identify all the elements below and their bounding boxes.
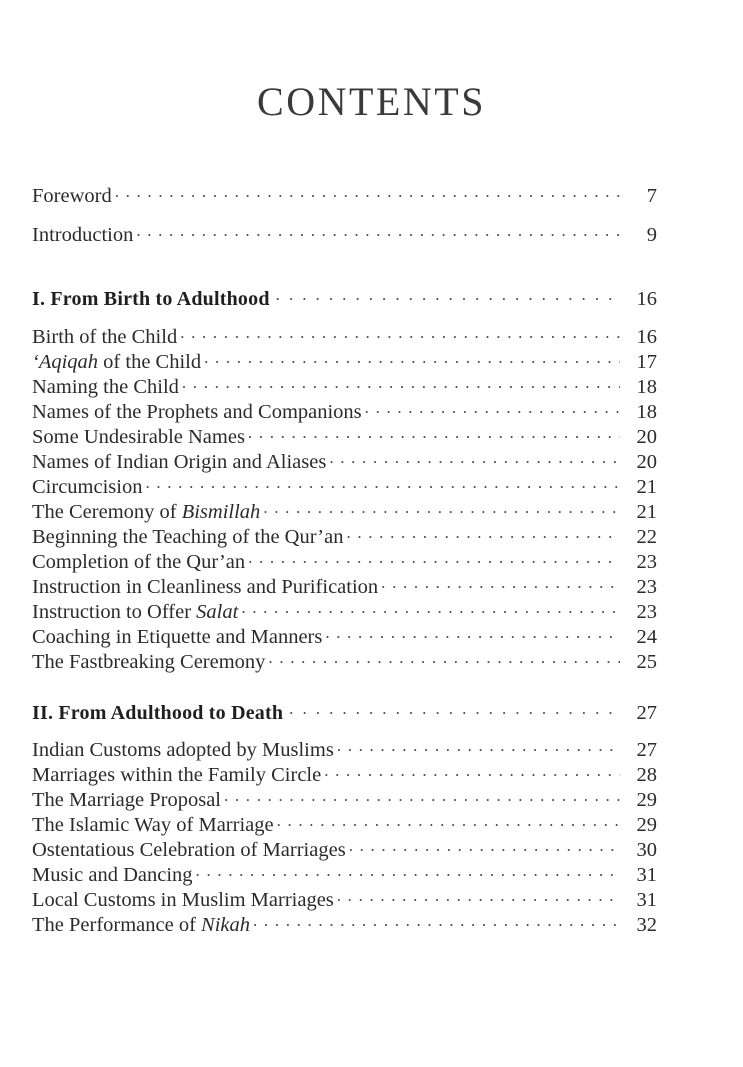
transliterated-term: ‘Aqiqah: [32, 350, 99, 373]
toc-section-entries-part-1: [32, 327, 657, 673]
dot-leader: [346, 527, 620, 543]
toc-entry-label: Instruction in Cleanliness and Purification: [32, 575, 379, 598]
toc-entry-label: The Performance of Nikah: [32, 914, 251, 936]
dot-leader: [253, 915, 620, 931]
dot-leader: [224, 790, 620, 806]
toc-entry[interactable]: [32, 890, 657, 911]
toc-entry-page: 7: [646, 185, 657, 207]
toc-entry-page: 18: [636, 375, 657, 398]
dot-leader: [263, 502, 620, 518]
dot-leader: [337, 740, 620, 756]
dot-leader: [145, 477, 620, 493]
spacer: [32, 263, 657, 289]
dot-leader: [365, 402, 620, 418]
toc-entry-page: 20: [636, 425, 657, 448]
toc-entry-page: 31: [636, 864, 657, 886]
toc-entry-label: Names of Indian Origin and Aliases: [32, 450, 327, 473]
transliterated-term: Nikah: [201, 914, 251, 936]
toc-entry[interactable]: [32, 477, 657, 498]
dot-leader: [180, 327, 620, 343]
toc-section-heading-part-1[interactable]: [32, 289, 657, 310]
toc-entry[interactable]: [32, 452, 657, 473]
dot-leader: [182, 377, 620, 393]
toc-entry[interactable]: [32, 652, 657, 673]
toc-entry-introduction[interactable]: [32, 225, 657, 246]
page-title: CONTENTS: [257, 79, 486, 124]
toc-entry[interactable]: [32, 377, 657, 398]
dot-leader: [349, 840, 620, 856]
toc-entry-label: Music and Dancing: [32, 864, 193, 886]
toc-entry-page: 20: [636, 450, 657, 473]
toc-entry[interactable]: [32, 790, 657, 811]
dot-leader: [289, 703, 620, 719]
toc-entry[interactable]: [32, 627, 657, 648]
toc-entry-page: 29: [636, 789, 657, 811]
toc-entry-label: Birth of the Child: [32, 325, 178, 348]
toc-entry-page: 22: [636, 525, 657, 548]
toc-entry-label: The Marriage Proposal: [32, 789, 221, 811]
toc-entry[interactable]: [32, 502, 657, 523]
toc-entry[interactable]: [32, 402, 657, 423]
toc-section-label: I. From Birth to Adulthood: [32, 288, 270, 310]
transliterated-term: Bismillah: [181, 500, 261, 523]
dot-leader: [381, 577, 620, 593]
toc-section-page: 16: [636, 288, 657, 310]
toc-entry[interactable]: [32, 527, 657, 548]
toc-entry-foreword[interactable]: [32, 186, 657, 207]
toc-entry-page: 16: [636, 325, 657, 348]
toc-entry-page: 25: [636, 650, 657, 673]
dot-leader: [325, 627, 620, 643]
toc-entry[interactable]: [32, 602, 657, 623]
toc-entry-label: Foreword: [32, 185, 112, 207]
toc-entry[interactable]: [32, 840, 657, 861]
toc-entry-label: Beginning the Teaching of the Qur’an: [32, 525, 344, 548]
dot-leader: [248, 552, 620, 568]
toc-section-entries-part-2: [32, 740, 657, 936]
toc-entry[interactable]: [32, 815, 657, 836]
toc-entry-label: Circumcision: [32, 475, 143, 498]
toc-entry-page: 31: [636, 889, 657, 911]
toc-entry-page: 27: [636, 739, 657, 761]
transliterated-term: Salat: [196, 600, 239, 623]
toc-entry-label: The Ceremony of Bismillah: [32, 500, 261, 523]
toc-entry-label: The Islamic Way of Marriage: [32, 814, 274, 836]
table-of-contents: [32, 186, 657, 940]
toc-section-label: II. From Adulthood to Death: [32, 701, 284, 724]
toc-entry-label: The Fastbreaking Ceremony: [32, 650, 266, 673]
toc-entry-label: Local Customs in Muslim Marriages: [32, 889, 334, 911]
dot-leader: [248, 427, 620, 443]
toc-entry-label: Coaching in Etiquette and Manners: [32, 625, 323, 648]
toc-entry[interactable]: [32, 552, 657, 573]
toc-entry-page: 18: [636, 400, 657, 423]
toc-entry-page: 30: [636, 839, 657, 861]
toc-entry-label: Naming the Child: [32, 375, 179, 398]
dot-leader: [241, 602, 620, 618]
dot-leader: [204, 352, 620, 368]
toc-entry-page: 21: [636, 500, 657, 523]
toc-entry-page: 32: [636, 914, 657, 936]
toc-entry-page: 28: [636, 764, 657, 786]
toc-entry-label: Ostentatious Celebration of Marriages: [32, 839, 346, 861]
toc-entry[interactable]: [32, 740, 657, 761]
toc-entry[interactable]: [32, 577, 657, 598]
toc-entry-label: Names of the Prophets and Companions: [32, 400, 362, 423]
toc-entry[interactable]: [32, 765, 657, 786]
toc-entry-page: 21: [636, 475, 657, 498]
toc-entry[interactable]: [32, 427, 657, 448]
toc-entry-label: ‘Aqiqah of the Child: [32, 350, 202, 373]
dot-leader: [115, 186, 620, 202]
toc-entry-page: 9: [646, 223, 657, 246]
toc-entry-page: 23: [636, 550, 657, 573]
dot-leader: [136, 225, 620, 241]
dot-leader: [324, 765, 620, 781]
dot-leader: [276, 289, 620, 305]
spacer: [32, 677, 657, 703]
toc-entry-label: Completion of the Qur’an: [32, 550, 246, 573]
dot-leader: [196, 865, 620, 881]
toc-entry-label: Some Undesirable Names: [32, 425, 245, 448]
dot-leader: [268, 652, 620, 668]
toc-entry-page: 23: [636, 600, 657, 623]
dot-leader: [277, 815, 620, 831]
toc-entry-page: 23: [636, 575, 657, 598]
dot-leader: [329, 452, 620, 468]
toc-entry[interactable]: [32, 865, 657, 886]
toc-entry[interactable]: [32, 327, 657, 348]
toc-entry-label: Instruction to Offer Salat: [32, 600, 239, 623]
toc-entry-label: Introduction: [32, 223, 134, 246]
toc-entry-page: 24: [636, 625, 657, 648]
toc-entry-label: Marriages within the Family Circle: [32, 764, 322, 786]
toc-entry[interactable]: [32, 352, 657, 373]
toc-section-page: 27: [636, 701, 657, 724]
toc-entry-page: 17: [636, 350, 657, 373]
toc-section-heading-part-2[interactable]: [32, 703, 657, 724]
toc-entry[interactable]: [32, 915, 657, 936]
toc-entry-page: 29: [636, 814, 657, 836]
dot-leader: [337, 890, 620, 906]
toc-entry-label: Indian Customs adopted by Muslims: [32, 739, 334, 761]
